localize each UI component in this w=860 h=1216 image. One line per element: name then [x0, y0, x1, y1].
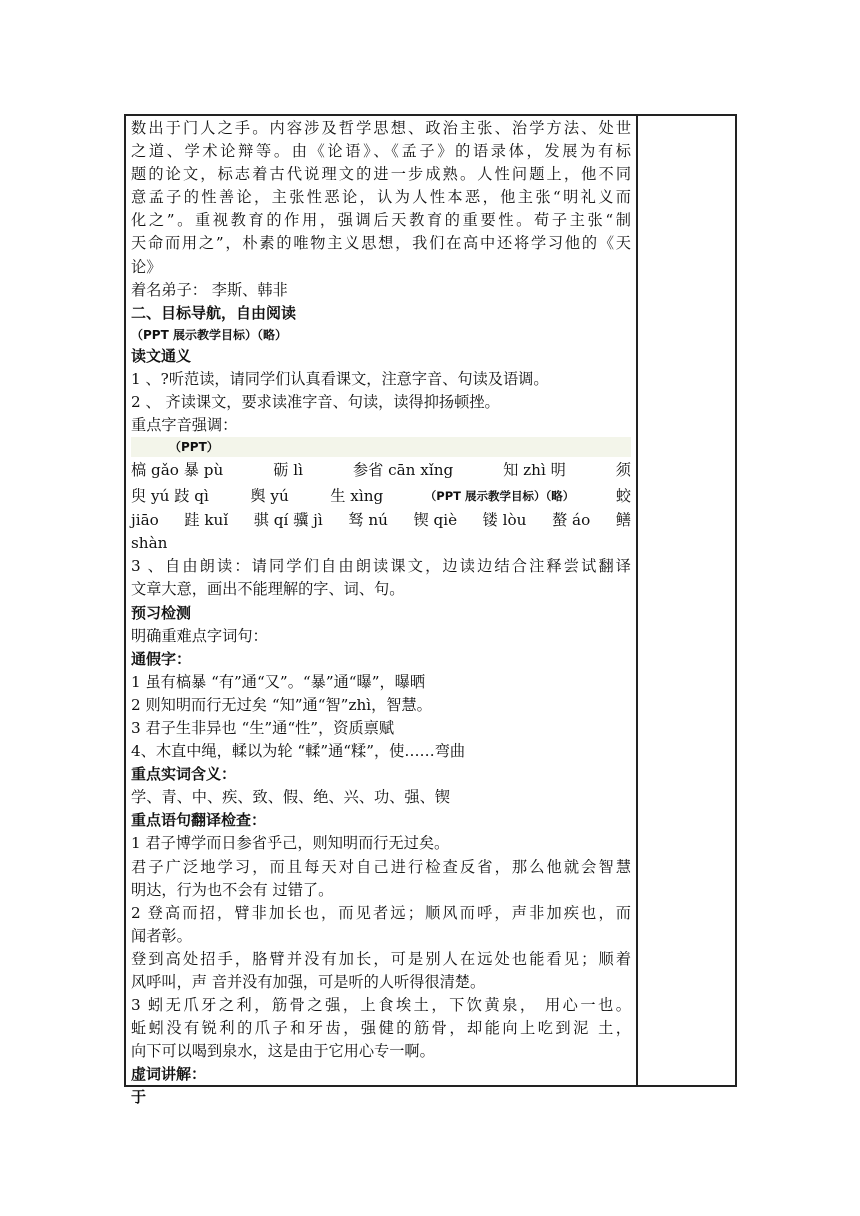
pron-item: 生 xìng	[330, 487, 384, 506]
section-heading: 二、目标导航，自由阅读	[131, 303, 297, 322]
translation-line: 明达，行为也不会有 过错了。	[131, 880, 334, 899]
translation-line: 2 登高而招，臂非加长也，而见者远；顺风而呼，声非加疾也，而	[131, 903, 631, 922]
column-divider	[636, 114, 638, 1087]
tongjia-item: 4、木直中绳，輮以为轮 “輮”通“糅”，使……弯曲	[131, 742, 466, 761]
preview-heading: 预习检测	[131, 603, 192, 622]
intro-line: 之道、学术论辩等。由《论语》、《孟子》的语录体，发展为有标	[131, 142, 631, 161]
translation-heading: 重点语句翻译检查：	[131, 811, 267, 830]
intro-line: 论》	[131, 257, 162, 276]
shici-text: 学、青、中、疾、致、假、绝、兴、功、强、锲	[131, 788, 450, 807]
pron-item: 槁 gǎo 暴 pù	[131, 461, 224, 480]
translation-line: 3 蚓无爪牙之利，筋骨之强，上食埃土，下饮黄泉， 用心一也。	[131, 996, 631, 1015]
pron-item: 驽 nú	[348, 511, 388, 530]
pronunciation-row	[131, 508, 631, 532]
pron-item: jiāo	[131, 511, 159, 530]
pronunciation-row: shàn	[131, 534, 168, 553]
pron-item: 鳝	[615, 511, 631, 530]
ppt-goals-inline: （PPT 展示教学目标）（略）	[424, 489, 575, 504]
pron-item: 须	[615, 461, 631, 480]
translation-line: 君子广泛地学习，而且每天对自己进行检查反省，那么他就会智慧	[131, 857, 631, 876]
intro-line: 数出于门人之手。内容涉及哲学思想、政治主张、治学方法、处世	[131, 119, 631, 137]
pron-item: 锲 qiè	[413, 511, 458, 530]
pron-item: 臾 yú 跂 qì	[131, 487, 209, 506]
read-heading: 读文通义	[131, 346, 192, 365]
disciples-line: 着名弟子： 李斯、韩非	[131, 280, 288, 299]
step-3-line: 3 、自由朗读：请同学们自由朗读课文，边读边结合注释尝试翻译	[131, 557, 631, 576]
translation-line: 1 君子博学而日参省乎己，则知明而行无过矣。	[131, 834, 450, 853]
intro-line: 题的论文，标志着古代说理文的进一步成熟。人性问题上，他不同	[131, 165, 631, 184]
translation-line: 登到高处招手，胳臂并没有加长，可是别人在远处也能看见；顺着	[131, 949, 631, 968]
pron-item: 参省 cān xǐng	[352, 461, 454, 480]
content-cell	[131, 117, 631, 1110]
pron-item: 知 zhì 明	[503, 461, 566, 480]
pron-item: 砺 lì	[273, 461, 303, 480]
tongjia-item: 3 君子生非异也 “生”通“性”，资质禀赋	[131, 718, 395, 737]
translation-line: 风呼叫，声 音并没有加强，可是听的人听得很清楚。	[131, 973, 486, 991]
pron-item: 舆 yú	[250, 487, 289, 506]
tongjia-heading: 通假字：	[131, 649, 192, 668]
pronunciation-heading: 重点字音强调：	[131, 416, 238, 435]
ppt-goals-note: （PPT 展示教学目标）（略）	[131, 327, 287, 342]
step-1: 1 、?听范读，请同学们认真看课文，注意字音、句读及语调。	[131, 369, 549, 388]
pronunciation-row	[131, 457, 631, 484]
intro-line: 意孟子的性善论，主张性恶论，认为人性本恶，他主张“明礼义而	[131, 188, 631, 207]
preview-text: 明确重难点字词句：	[131, 626, 268, 645]
step-3-line: 文章大意，画出不能理解的字、词、句。	[131, 580, 405, 599]
ppt-label: （PPT）	[131, 437, 631, 457]
translation-line: 向下可以喝到泉水，这是由于它用心专一啊。	[131, 1042, 435, 1061]
pron-item: 骐 qí 骥 jì	[253, 511, 323, 530]
pron-item: 跬 kuǐ	[184, 511, 229, 530]
translation-list	[131, 832, 631, 1063]
pron-item: 镂 lòu	[482, 511, 527, 530]
intro-line: 天命而用之”，朴素的唯物主义思想，我们在高中还将学习他的《天	[131, 234, 631, 253]
tongjia-item: 1 虽有槁暴 “有”通“又”。“暴”通“曝”，曝晒	[131, 672, 426, 691]
xuci-heading: 虚词讲解：	[131, 1065, 207, 1084]
translation-line: 闻者彰。	[131, 926, 192, 945]
shici-heading: 重点实词含义：	[131, 765, 237, 784]
xuci-item: 于	[131, 1088, 147, 1107]
intro-line: 化之”。重视教育的作用，强调后天教育的重要性。荀子主张“制	[131, 211, 631, 230]
pron-item: 蛟	[615, 487, 631, 506]
translation-line: 蚯蚓没有锐利的爪子和牙齿，强健的筋骨，却能向上吃到泥 土，	[131, 1019, 631, 1038]
pron-item: 螯 áo	[552, 511, 591, 530]
tongjia-item: 2 则知明而行无过矣 “知”通“智”zhì，智慧。	[131, 695, 432, 714]
step-2: 2 、 齐读课文，要求读准字音、句读，读得抑扬顿挫。	[131, 393, 500, 412]
pronunciation-row	[131, 484, 631, 508]
